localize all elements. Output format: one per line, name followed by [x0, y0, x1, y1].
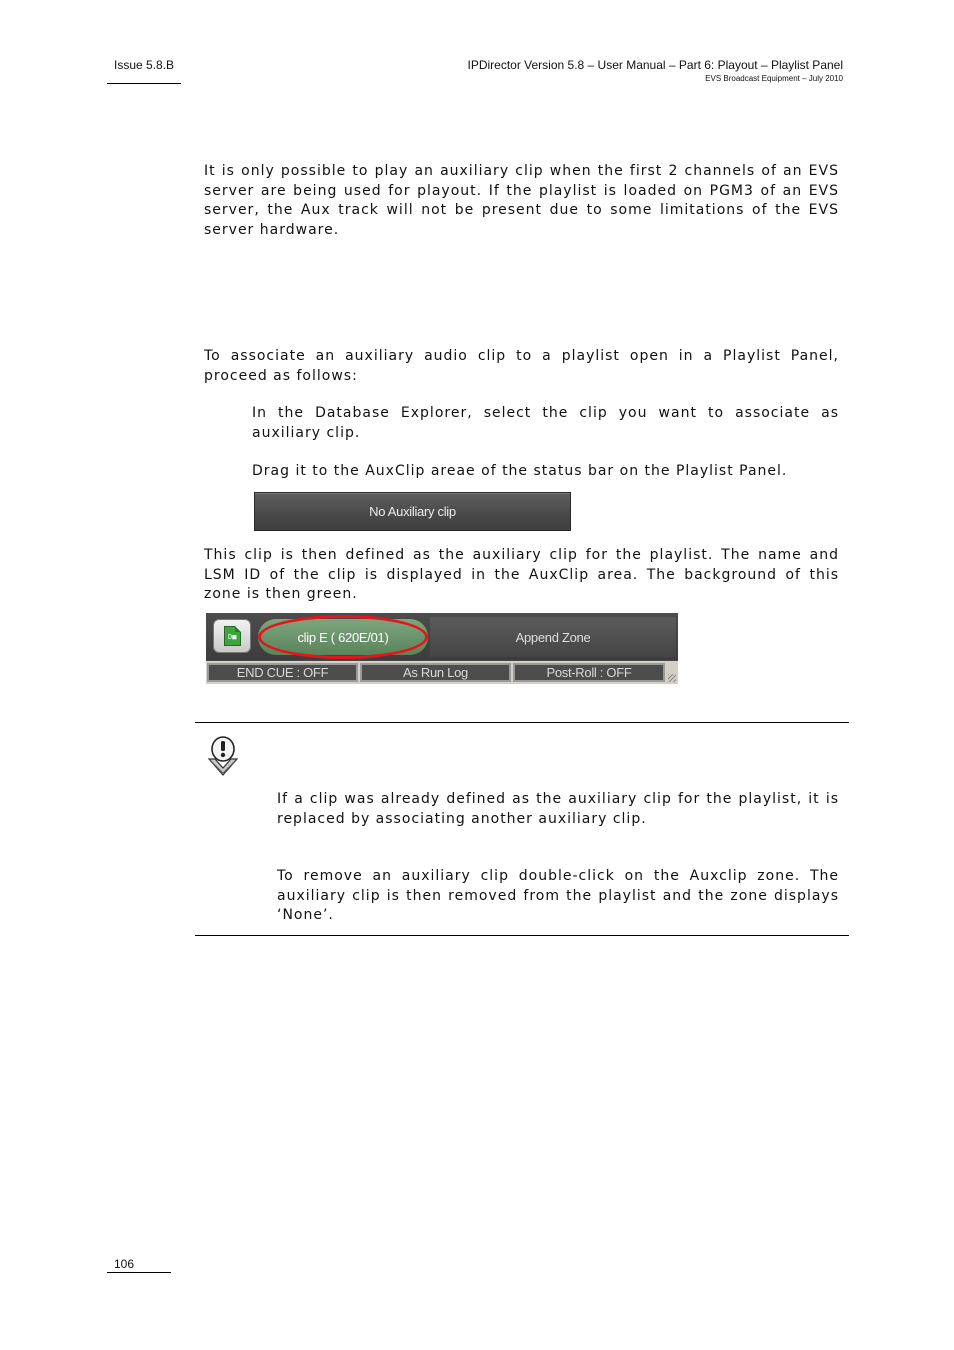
- no-auxiliary-clip-label: No Auxiliary clip: [369, 504, 456, 519]
- status-bar-top-row: [206, 613, 678, 660]
- highlight-ellipse: [258, 615, 428, 659]
- as-run-log-label: As Run Log: [403, 665, 468, 680]
- note-text-replace: If a clip was already defined as the auxiliary clip for the playlist, it is replaced by associating another auxiliary clip.: [277, 791, 839, 827]
- step-2: Drag it to the AuxClip areae of the status bar on the Playlist Panel.: [252, 463, 788, 479]
- end-cue-button[interactable]: [207, 663, 358, 682]
- aux-limitation-paragraph: It is only possible to play an auxiliary clip when the first 2 channels of an EVS server are being used for playout. If the playlist is loaded on PGM3 of an EVS server, the Aux track will not be present due to some limitations of the EVS server hardware.: [204, 163, 839, 238]
- document-subtitle: EVS Broadcast Equipment – July 2010: [705, 74, 843, 83]
- append-zone-label: Append Zone: [515, 629, 591, 645]
- note-icon: [205, 735, 241, 777]
- as-run-log-button[interactable]: [360, 663, 511, 682]
- aux-clip-label: clip E ( 620E/01): [297, 629, 389, 645]
- append-zone[interactable]: [430, 617, 676, 657]
- post-roll-button[interactable]: [513, 663, 665, 682]
- end-cue-label: END CUE : OFF: [236, 665, 329, 680]
- playlist-icon-button[interactable]: [213, 619, 251, 653]
- procedure-intro-paragraph: To associate an auxiliary audio clip to a playlist open in a Playlist Panel, proceed as follows:: [204, 348, 839, 384]
- note-top-rule: [195, 722, 849, 723]
- status-bar-bottom-row: [206, 661, 678, 684]
- footer-divider: [107, 1272, 171, 1273]
- resize-grip-icon[interactable]: [668, 674, 676, 682]
- document-title: IPDirector Version 5.8 – User Manual – Part 6: Playout – Playlist Panel: [467, 58, 843, 72]
- no-auxiliary-clip-zone: [254, 492, 571, 531]
- note-bottom-rule: [195, 935, 849, 936]
- result-paragraph: This clip is then defined as the auxiliary clip for the playlist. The name and LSM ID of the clip is displayed in the AuxClip area. The background of this zone is then green.: [204, 547, 839, 602]
- playlist-document-icon: D■: [224, 626, 241, 646]
- header-divider: [107, 83, 181, 84]
- issue-label: Issue 5.8.B: [114, 58, 175, 72]
- step-1: In the Database Explorer, select the clip you want to associate as auxiliary clip.: [252, 405, 839, 441]
- post-roll-label: Post-Roll : OFF: [546, 665, 632, 680]
- note-text-remove: To remove an auxiliary clip double-click on the Auxclip zone. The auxiliary clip is then removed from the playlist and the zone displays ‘None’.: [277, 868, 839, 923]
- page-number: 106: [114, 1257, 135, 1271]
- playlist-status-bar-screenshot: [206, 613, 678, 684]
